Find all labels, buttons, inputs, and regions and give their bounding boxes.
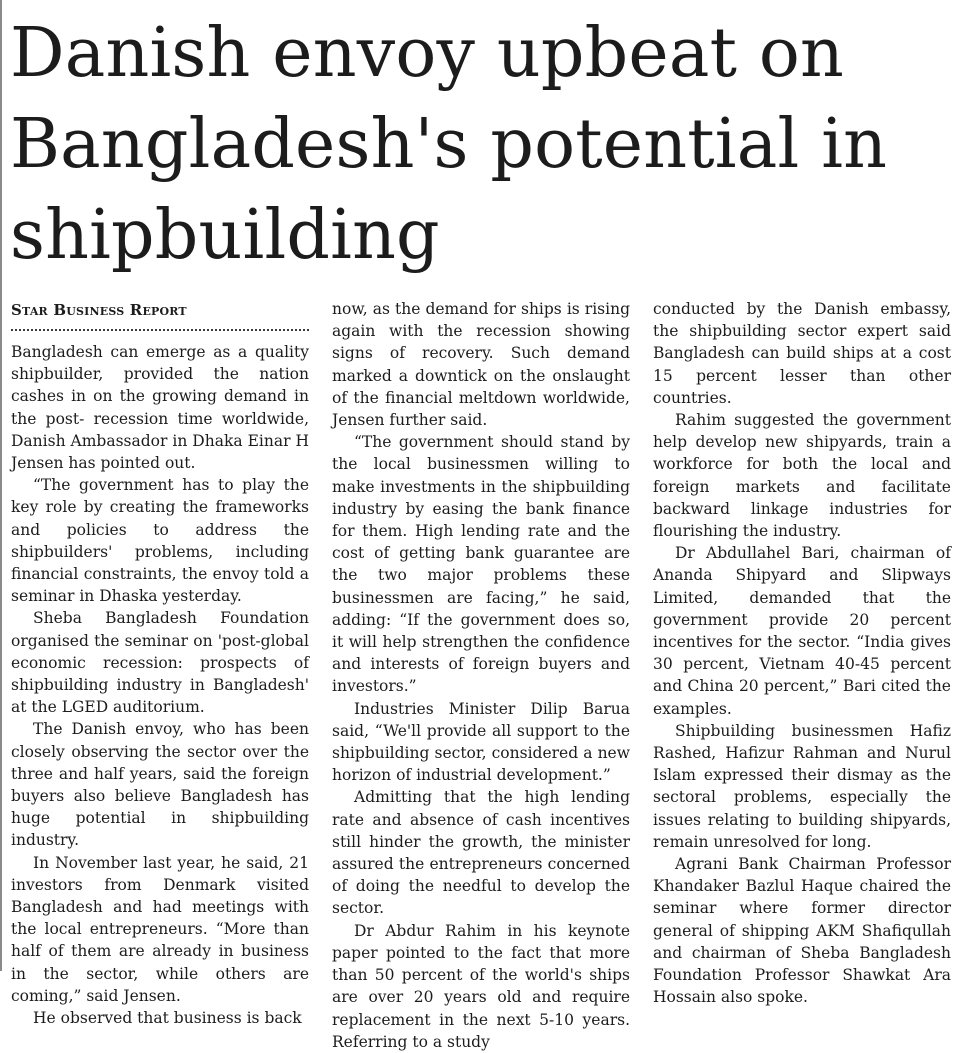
paragraph: “The government should stand by the local businessmen willing to make investments in the shipbuilding industry by easing the bank finance for them. High lending rate and the cost of getting bank guarantee are the two major problems these businessmen are facing,” he said, adding: “If the government does so, it will help strengthen the confidence and interests of foreign buyers and investors.” [332,433,630,696]
article-column-3 [653,298,951,1007]
article-headline: Danish envoy upbeat on Bangladesh's potential in shipbuilding [10,14,888,275]
article-column-2 [332,298,630,1051]
paragraph: Industries Minister Dilip Barua said, “We'll provide all support to the shipbuilding sector, considered a new horizon of industrial development.” [332,699,630,785]
paragraph: Agrani Bank Chairman Professor Khandaker Bazlul Haque chaired the seminar where former director general of shipping AKM Shafiqullah and chairman of Sheba Bangladesh Foundation Professor Shawkat Ara Hossain also spoke. [653,855,951,1007]
paragraph: Bangladesh can emerge as a quality shipbuilder, provided the nation cashes in on the growing demand in the post- recession time worldwide, Danish Ambassador in Dhaka Einar H Jensen has pointed out. [11,343,309,473]
paragraph: He observed that business is back [33,1009,302,1028]
paragraph: Dr Abdur Rahim in his keynote paper pointed to the fact that more than 50 percent of the world's ships are over 20 years old and require replacement in the next 5-10 years. Referring to a study [332,921,630,1051]
paragraph: Dr Abdullahel Bari, chairman of Ananda Shipyard and Slipways Limited, demanded that the government provide 20 percent incentives for the sector. “India gives 30 percent, Vietnam 40-45 percent and China 20 percent,” Bari cited the examples. [653,544,951,718]
paragraph: Admitting that the high lending rate and absence of cash incentives still hinder the growth, the minister assured the entrepreneurs concerned of doing the needful to develop the sector. [332,788,630,918]
paragraph: now, as the demand for ships is rising again with the recession showing signs of recovery. Such demand marked a downtick on the onslaught of the financial meltdown worldwide, Jensen further said. [332,300,630,430]
byline-dotted-rule [11,321,309,331]
article-column-1 [11,298,309,1028]
paragraph: Shipbuilding businessmen Hafiz Rashed, Hafizur Rahman and Nurul Islam expressed their dismay as the sectoral problems, especially the issues relating to building shipyards, remain unresolved for long. [653,721,951,851]
paragraph: The Danish envoy, who has been closely observing the sector over the three and half years, said the foreign buyers also believe Bangladesh has huge potential in shipbuilding industry. [11,720,309,850]
article-body [11,298,951,1051]
paragraph: In November last year, he said, 21 investors from Denmark visited Bangladesh and had meetings with the local entrepreneurs. “More than half of them are already in business in the sector, while others are coming,” said Jensen. [11,853,309,1005]
paragraph: “The government has to play the key role by creating the frameworks and policies to address the shipbuilders' problems, including financial constraints, the envoy told a seminar in Dhaska yesterday. [11,476,309,606]
paragraph: conducted by the Danish embassy, the shipbuilding sector expert said Bangladesh can build ships at a cost 15 percent lesser than other countries. [653,300,951,407]
page-edge-rule [0,0,2,971]
paragraph: Rahim suggested the government help develop new shipyards, train a workforce for both the local and foreign markets and facilitate backward linkage industries for flourishing the industry. [653,411,951,541]
byline: Star Business Report [11,301,187,319]
paragraph: Sheba Bangladesh Foundation organised the seminar on 'post-global economic recession: prospects of shipbuilding industry in Bangladesh' at the LGED auditorium. [11,609,309,717]
